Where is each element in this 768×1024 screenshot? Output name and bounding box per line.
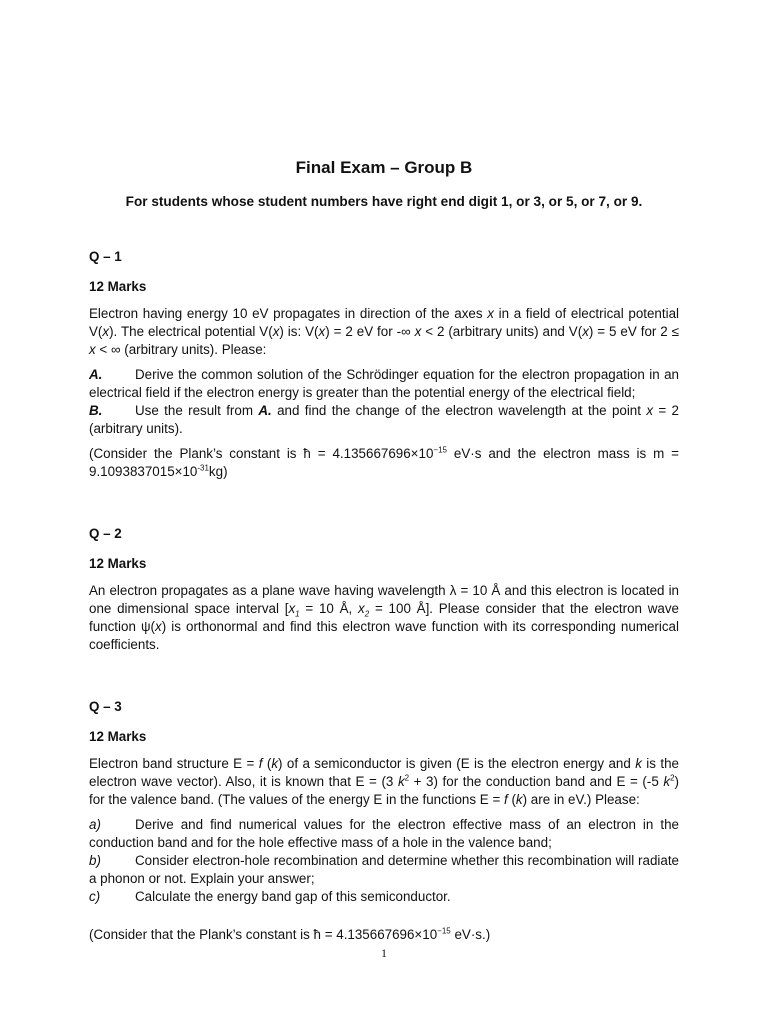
question-1-constants bbox=[89, 445, 679, 481]
question-gap bbox=[89, 488, 679, 526]
variable-k: k bbox=[515, 792, 523, 807]
exponent: -31 bbox=[197, 463, 209, 473]
question-1 bbox=[89, 249, 679, 481]
part-a-label: a) bbox=[89, 817, 101, 832]
subscript: 1 bbox=[295, 609, 300, 619]
part-b-text: Consider electron-hole recombination and determine whether this recombination will radiate a phonon or not. Explain your answer; bbox=[89, 853, 679, 886]
text: = 10 Å, bbox=[299, 601, 359, 616]
exponent: 2 bbox=[670, 773, 675, 783]
page-number: 1 bbox=[381, 946, 387, 960]
subscript: 2 bbox=[364, 609, 370, 619]
text: is the electron wave vector). Also, it is known that E = (3 bbox=[89, 756, 679, 789]
variable-x: x bbox=[582, 324, 589, 339]
variable-x: x bbox=[288, 601, 296, 616]
question-3-label: Q – 3 bbox=[89, 699, 122, 714]
text: ( bbox=[262, 756, 272, 771]
variable-k: k bbox=[663, 774, 671, 789]
exponent: −15 bbox=[437, 926, 451, 936]
question-1-part-a bbox=[89, 366, 679, 402]
variable-x: x bbox=[102, 324, 110, 339]
variable-x: x bbox=[414, 324, 422, 339]
text: ) is orthonormal and find this electron wave function with its corresponding numerical coefficients. bbox=[89, 619, 679, 652]
question-2-statement bbox=[89, 582, 679, 654]
question-3 bbox=[89, 699, 679, 944]
question-1-marks: 12 Marks bbox=[89, 279, 147, 294]
text: ) = 5 eV for 2 ≤ bbox=[588, 324, 680, 339]
part-b-label: b) bbox=[89, 853, 101, 868]
exponent: −15 bbox=[433, 445, 447, 455]
variable-f: f bbox=[504, 792, 508, 807]
text: An electron propagates as a plane wave having wavelength λ = 10 Å and this electron is located in one dimensional space interval [ bbox=[89, 583, 679, 616]
variable-x: x bbox=[358, 601, 365, 616]
variable-x: x bbox=[318, 324, 326, 339]
text: (Consider that the Plank’s constant is ħ = 4.135667696×10 bbox=[89, 927, 438, 942]
text: eV·s.) bbox=[450, 927, 491, 942]
text: Electron band structure E = bbox=[89, 756, 259, 771]
text: ) for the valence band. (The values of the energy E in the functions E = bbox=[89, 774, 679, 807]
text: and find the change of the electron wavelength at the point bbox=[271, 403, 647, 418]
text: ) = 2 eV for -∞ bbox=[325, 324, 415, 339]
variable-k: k bbox=[397, 774, 405, 789]
part-c-label: c) bbox=[89, 889, 101, 904]
text: in a field of electrical potential V( bbox=[89, 306, 679, 339]
text: ) of a semiconductor is given (E is the electron energy and bbox=[278, 756, 636, 771]
exponent: 2 bbox=[404, 773, 410, 783]
question-2 bbox=[89, 526, 679, 654]
part-c-text: Calculate the energy band gap of this semiconductor. bbox=[135, 889, 451, 904]
text: ). The electrical potential V( bbox=[109, 324, 273, 339]
exam-title: Final Exam – Group B bbox=[295, 158, 473, 177]
variable-x: x bbox=[89, 342, 96, 357]
text: < ∞ (arbitrary units). Please: bbox=[95, 342, 267, 357]
part-a-text: Derive and find numerical values for the electron effective mass of an electron in the conduction band and for the hole effective mass of a hole in the valence band; bbox=[89, 817, 679, 850]
text: ) are in eV.) Please: bbox=[522, 792, 640, 807]
question-3-part-b bbox=[89, 852, 679, 888]
text: = 100 Å]. Please consider that the electron wave function ψ( bbox=[89, 601, 679, 634]
question-2-marks: 12 Marks bbox=[89, 556, 147, 571]
question-3-constants bbox=[89, 926, 679, 944]
variable-x: x bbox=[646, 403, 654, 418]
variable-x: x bbox=[272, 324, 280, 339]
question-1-part-b bbox=[89, 402, 679, 438]
part-a-label: A. bbox=[89, 367, 103, 382]
exam-subtitle: For students whose student numbers have right end digit 1, or 3, or 5, or 7, or 9. bbox=[125, 194, 643, 209]
variable-x: x bbox=[155, 619, 162, 634]
text: (Consider the Plank’s constant is ħ = 4.135667696×10 bbox=[89, 446, 434, 461]
text: Use the result from bbox=[135, 403, 259, 418]
question-gap bbox=[89, 661, 679, 699]
question-1-statement bbox=[89, 305, 679, 359]
text: ) is: V( bbox=[279, 324, 319, 339]
exam-content bbox=[89, 158, 679, 951]
text: kg) bbox=[208, 464, 228, 479]
question-3-statement bbox=[89, 755, 679, 809]
text: ( bbox=[507, 792, 516, 807]
text: eV·s and the electron mass is m = 9.1093837015×10 bbox=[89, 446, 679, 479]
text: = 2 (arbitrary units). bbox=[89, 403, 679, 436]
question-1-label: Q – 1 bbox=[89, 249, 122, 264]
question-3-marks: 12 Marks bbox=[89, 729, 147, 744]
variable-k: k bbox=[271, 756, 279, 771]
variable-k: k bbox=[635, 756, 642, 771]
question-3-part-c bbox=[89, 888, 679, 906]
question-3-part-a bbox=[89, 816, 679, 852]
question-2-label: Q – 2 bbox=[89, 526, 122, 541]
part-a-text: Derive the common solution of the Schrödinger equation for the electron propagation in an electrical field if the electron energy is greater than the potential energy of the electrical field; bbox=[89, 367, 679, 400]
text: < 2 (arbitrary units) and V( bbox=[421, 324, 583, 339]
variable-x: x bbox=[487, 306, 494, 321]
variable-f: f bbox=[258, 756, 263, 771]
reference-a: A. bbox=[258, 403, 272, 418]
part-b-label: B. bbox=[89, 403, 103, 418]
text: + 3) for the conduction band and E = (-5 bbox=[409, 774, 664, 789]
text: Electron having energy 10 eV propagates in direction of the axes bbox=[89, 306, 488, 321]
